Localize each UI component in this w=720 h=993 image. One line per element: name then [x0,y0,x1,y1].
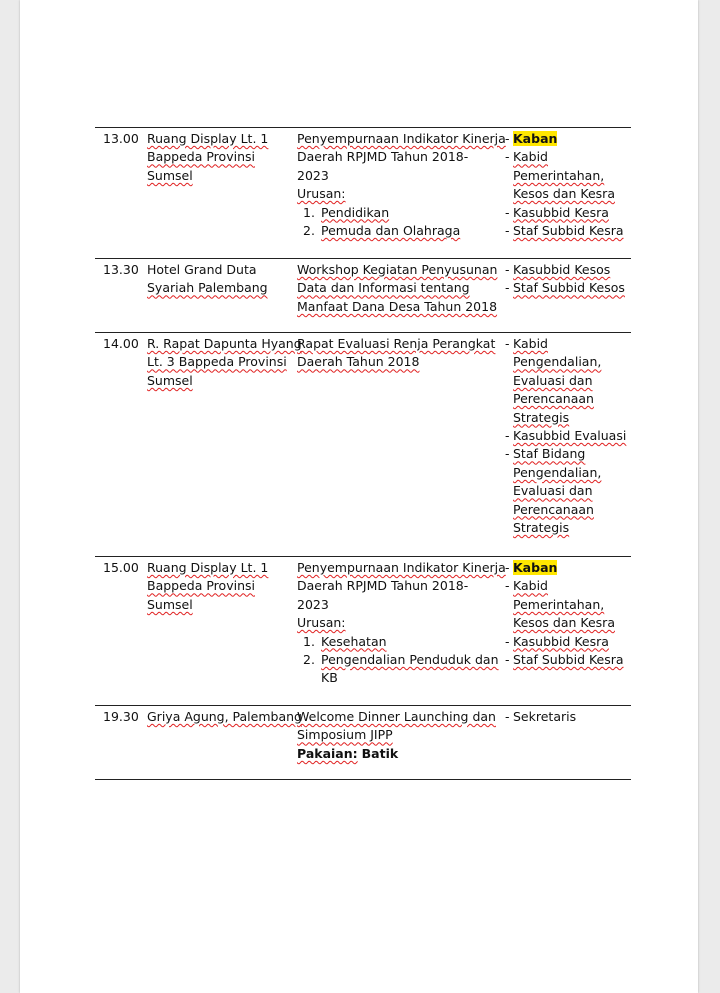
attendee [505,279,635,297]
time-cell: 15.00 [103,560,139,575]
attendee-line: Kaban [513,560,558,575]
dress-code [297,745,507,763]
attendee-line: Perencanaan [513,391,594,407]
attendee-line: Kasubbid Evaluasi [513,428,627,444]
schedule-row [95,127,631,259]
attendee-line: Pengendalian, [513,464,602,480]
attendee [505,651,635,669]
attendee-line: Kesos dan Kesra [513,186,615,202]
agenda-line: Welcome Dinner Launching dan [297,709,496,724]
time-cell: 13.00 [103,131,139,146]
item-text: Pemuda dan Olahraga [321,223,461,239]
time-cell: 14.00 [103,336,139,351]
place-cell [147,130,299,185]
agenda-line: Daerah RPJMD Tahun 2018- [297,578,469,594]
agenda-line: Workshop Kegiatan Penyusunan [297,262,498,277]
schedule-row [95,556,631,706]
place-cell [147,708,302,726]
item-number: 2. [303,223,315,239]
attendee [505,130,635,148]
attendee-line: Kaban [513,131,558,146]
dash: - [505,280,510,296]
item-text: Kesehatan [321,633,387,649]
table-bottom-rule [95,779,631,780]
attendee-line: Pemerintahan, [513,596,605,612]
attendee-line: Staf Subbid Kesra [513,223,624,239]
dash: - [505,652,510,668]
attendee-line: Kabid [513,149,548,165]
place-line: Bappeda Provinsi [147,149,255,165]
dash: - [505,633,510,649]
agenda-cell [297,335,507,372]
numbered-item [297,222,507,240]
agenda-line: Penyempurnaan Indikator Kinerja [297,560,506,575]
attendee-line: Pengendalian, [513,354,602,370]
attendee [505,633,635,651]
attendee-line: Staf Bidang [513,446,586,462]
attendee-line: Strategis [513,520,570,536]
agenda-cell [297,559,507,688]
item-number: 1. [303,633,315,649]
attendee [505,559,635,577]
dash: - [505,560,510,575]
dash: - [505,578,510,594]
item-number: 2. [303,652,315,668]
time-cell: 19.30 [103,709,139,724]
attendees-cell [505,335,635,537]
attendee-line: Kesos dan Kesra [513,615,615,631]
attendee [505,708,635,726]
attendee [505,204,635,222]
attendee-line: Strategis [513,409,570,425]
place-cell [147,261,299,298]
attendee [505,261,635,279]
dash: - [505,149,510,165]
agenda-line: Urusan: [297,615,346,631]
place-line: Lt. 3 Bappeda Provinsi [147,354,287,370]
attendee-line: Kasubbid Kesos [513,262,611,277]
dash: - [505,428,510,444]
place-line: R. Rapat Dapunta Hyang [147,336,302,351]
place-line: Sumsel [147,372,193,388]
attendee [505,222,635,240]
attendee-line: Staf Subbid Kesos [513,280,625,296]
time-cell: 13.30 [103,262,139,277]
place-line: Hotel Grand Duta [147,262,257,277]
attendee-line: Evaluasi dan [513,372,593,388]
place-line: Sumsel [147,167,193,183]
numbered-item [297,633,507,651]
schedule-row [95,332,631,557]
schedule-row [95,258,631,333]
dash: - [505,709,510,724]
agenda-cell [297,708,507,763]
dash: - [505,446,510,462]
attendees-cell [505,130,635,240]
document-page [20,0,698,993]
attendee-line: Pemerintahan, [513,167,605,183]
dash: - [505,223,510,239]
numbered-item [297,651,507,688]
schedule-row [95,705,631,780]
agenda-line: 2023 [297,596,329,612]
attendees-cell [505,261,635,298]
item-number: 1. [303,204,315,220]
dress-code-label: Pakaian: [297,745,358,761]
attendee-line: Kabid [513,336,548,351]
attendee [505,427,635,445]
attendee-line: Kasubbid Kesra [513,633,609,649]
attendee-line: Evaluasi dan [513,483,593,499]
place-line: Ruang Display Lt. 1 [147,131,269,146]
dress-code-value: Batik [361,745,399,761]
item-text: KB [321,670,338,686]
place-line: Griya Agung, Palembang [147,709,302,724]
dash: - [505,131,510,146]
item-text: Pengendalian Penduduk dan [321,652,499,668]
dash: - [505,336,510,351]
place-line: Bappeda Provinsi [147,578,255,594]
agenda-line: Penyempurnaan Indikator Kinerja [297,131,506,146]
numbered-item [297,204,507,222]
attendees-cell [505,559,635,669]
attendee-line: Staf Subbid Kesra [513,652,624,668]
attendee [505,148,635,203]
place-line: Syariah Palembang [147,280,268,296]
attendees-cell [505,708,635,726]
agenda-line: Rapat Evaluasi Renja Perangkat [297,336,496,351]
attendee-line: Kabid [513,578,548,594]
place-cell [147,559,299,614]
attendee-line: Kasubbid Kesra [513,204,609,220]
agenda-cell [297,130,507,240]
agenda-line: Simposium JIPP [297,727,393,743]
attendee [505,577,635,632]
attendee [505,335,635,427]
place-line: Ruang Display Lt. 1 [147,560,269,575]
dash: - [505,262,510,277]
agenda-line: Urusan: [297,186,346,202]
place-cell [147,335,302,390]
attendee-line: Sekretaris [513,709,577,724]
agenda-line: Manfaat Dana Desa Tahun 2018 [297,298,498,314]
attendee-line: Perencanaan [513,501,594,517]
item-text: Pendidikan [321,204,390,220]
agenda-line: 2023 [297,167,329,183]
agenda-line: Data dan Informasi tentang [297,280,470,296]
dash: - [505,204,510,220]
agenda-cell [297,261,507,316]
attendee [505,445,635,537]
agenda-line: Daerah RPJMD Tahun 2018- [297,149,469,165]
agenda-line: Daerah Tahun 2018 [297,354,420,370]
place-line: Sumsel [147,596,193,612]
